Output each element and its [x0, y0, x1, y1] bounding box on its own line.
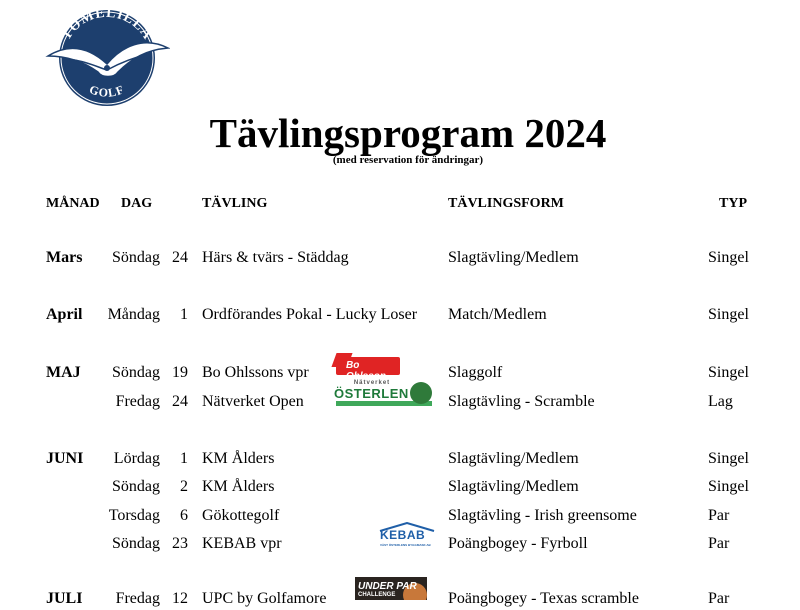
row-form: Poängbogey - Texas scramble: [448, 590, 639, 607]
kebab-subtext: VÄST ÖSTERLENS BYGGMASK AB: [380, 543, 431, 547]
table-row: [0, 249, 800, 269]
logo-bottom-text: GOLF: [87, 82, 127, 100]
header-month: MÅNAD: [46, 196, 100, 211]
header-form: TÄVLINGSFORM: [448, 196, 564, 211]
row-day: Söndag: [112, 478, 160, 495]
row-day: Söndag: [112, 364, 160, 381]
row-month: MAJ: [46, 364, 81, 381]
header-competition: TÄVLING: [202, 196, 268, 211]
osterlen-top-text: Nätverket: [353, 380, 391, 386]
row-form: Slagtävling/Medlem: [448, 249, 579, 266]
row-date: 1: [180, 450, 188, 467]
row-competition: Nätverket Open: [202, 393, 304, 410]
row-form: Slagtävling/Medlem: [448, 450, 579, 467]
table-row: [0, 306, 800, 326]
row-type: Par: [708, 507, 730, 524]
osterlen-sponsor-logo: [334, 380, 434, 408]
row-type: Par: [708, 535, 730, 552]
bo-ohlsson-text: Bo Ohlsson: [346, 360, 387, 382]
row-form: Slaggolf: [448, 364, 503, 381]
row-form: Slagtävling - Irish greensome: [448, 507, 637, 524]
row-month: JUNI: [46, 450, 84, 467]
row-type: Singel: [708, 450, 749, 467]
kebab-text: KEBAB: [380, 528, 426, 542]
under-par-subtext: CHALLENGE: [358, 592, 396, 598]
under-par-sponsor-logo: [355, 577, 427, 600]
page-title: Tävlingsprogram 2024: [209, 110, 607, 156]
row-date: 2: [180, 478, 188, 495]
row-type: Singel: [708, 478, 749, 495]
row-day: Fredag: [115, 590, 160, 607]
row-form: Slagtävling/Medlem: [448, 478, 579, 495]
row-date: 24: [172, 393, 188, 410]
header-day: DAG: [121, 196, 153, 211]
row-day: Fredag: [115, 393, 160, 410]
row-date: 23: [172, 535, 188, 552]
under-par-text: UNDER PAR: [358, 581, 417, 592]
osterlen-text: ÖSTERLEN: [334, 386, 409, 401]
row-competition: KEBAB vpr: [202, 535, 282, 552]
row-day: Måndag: [107, 306, 160, 323]
table-row: [0, 450, 800, 470]
row-type: Singel: [708, 364, 749, 381]
row-competition: UPC by Golfamore: [202, 590, 327, 607]
row-competition: Härs & tvärs - Städdag: [202, 249, 349, 266]
row-date: 12: [172, 590, 188, 607]
header-type: TYP: [719, 196, 747, 211]
row-date: 24: [172, 249, 188, 266]
page-subtitle: (med reservation för ändringar): [332, 154, 484, 166]
row-competition: Bo Ohlssons vpr: [202, 364, 309, 381]
row-day: Lördag: [113, 450, 160, 467]
row-competition: KM Ålders: [202, 478, 275, 495]
row-form: Poängbogey - Fyrboll: [448, 535, 588, 552]
row-date: 1: [180, 306, 188, 323]
row-month: JULI: [46, 590, 83, 607]
tomelilla-golf-logo: [44, 6, 170, 108]
row-date: 19: [172, 364, 188, 381]
row-day: Söndag: [112, 535, 160, 552]
row-day: Söndag: [112, 249, 160, 266]
table-row: [0, 478, 800, 498]
row-month: Mars: [46, 249, 83, 266]
row-month: April: [46, 306, 83, 323]
row-competition: KM Ålders: [202, 450, 275, 467]
row-competition: Ordförandes Pokal - Lucky Loser: [202, 306, 418, 323]
bo-ohlsson-sponsor-logo: [334, 353, 400, 382]
row-type: Singel: [708, 306, 749, 323]
kebab-sponsor-logo: [378, 522, 436, 550]
row-form: Match/Medlem: [448, 306, 547, 323]
row-type: Lag: [708, 393, 733, 410]
row-day: Torsdag: [108, 507, 160, 524]
row-form: Slagtävling - Scramble: [448, 393, 595, 410]
row-competition: Gökottegolf: [202, 507, 280, 524]
row-date: 6: [180, 507, 188, 524]
row-type: Par: [708, 590, 730, 607]
row-type: Singel: [708, 249, 749, 266]
logo-top-text: TOMELILLA: [59, 6, 155, 43]
